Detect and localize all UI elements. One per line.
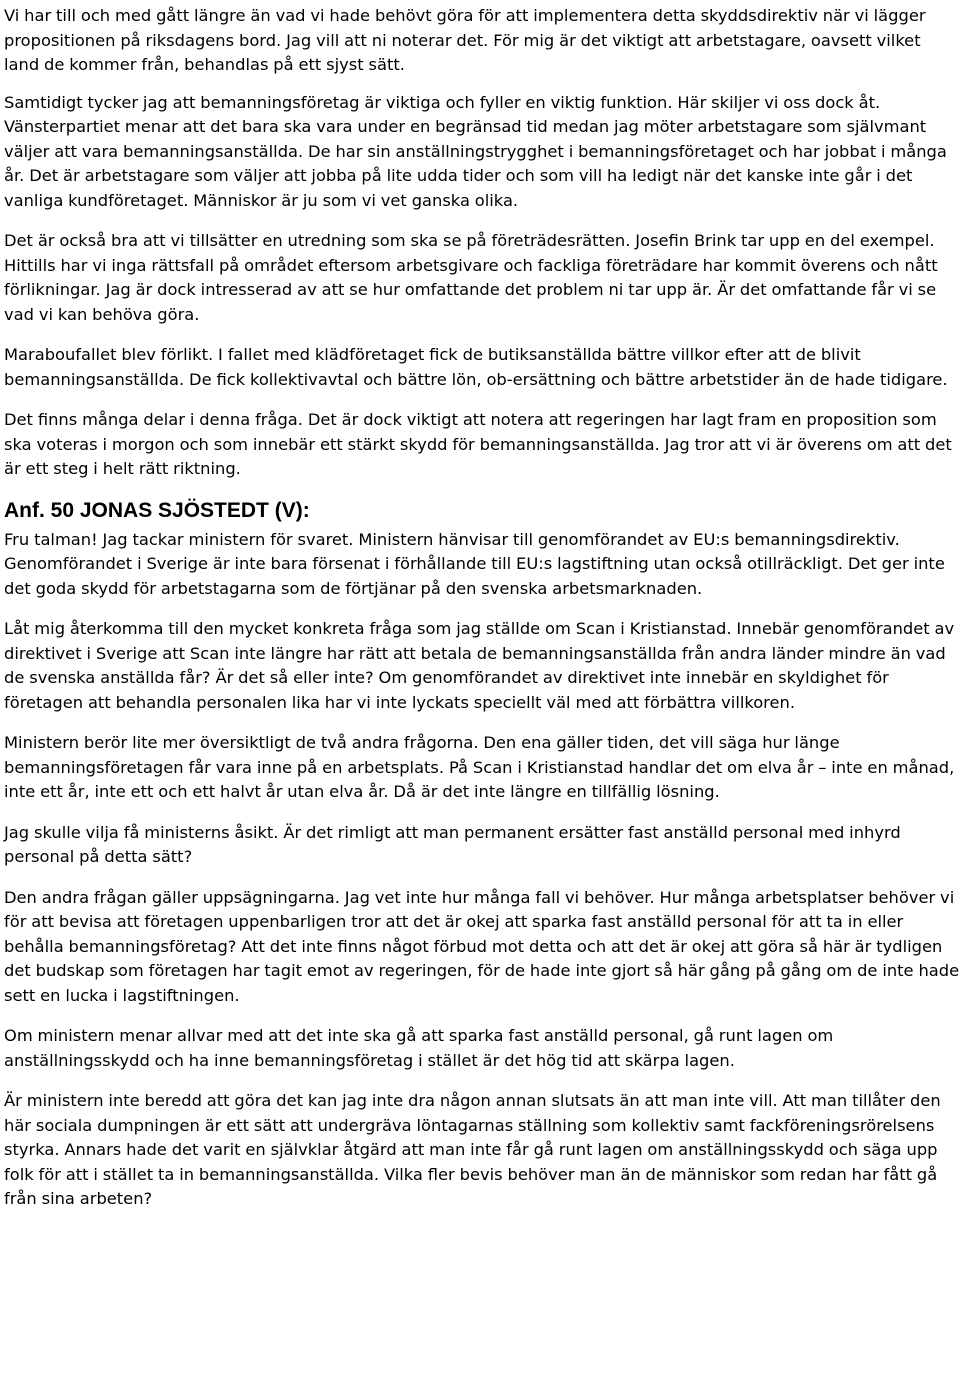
paragraph-inquiry: Det är också bra att vi tillsätter en utredning som ska se på företrädesrätten. Josefin Brink tar upp en del exempel. Hittills har vi inga rättsfall på området eftersom arbetsgivare och fackliga företrädare har kommit överens och nått förlikningar. Jag är dock intresserad av att se hur omfattande det problem ni tar upp är. Är det omfattande får vi se vad vi kan behöva göra. [4, 231, 938, 324]
paragraph-duration: Ministern berör lite mer översiktligt de två andra frågorna. Den ena gäller tiden, det vill säga hur länge bemanningsföretagen får vara inne på en arbetsplats. På Scan i Kristianstad handlar det om elva år – inte en månad, inte ett år, inte ett och ett halvt år utan elva år. Då är det inte längre en tillfällig lösning. [4, 733, 955, 801]
paragraph-proposition: Det finns många delar i denna fråga. Det är dock viktigt att notera att regeringen har lagt fram en proposition som ska voteras i morgon och som innebär ett stärkt skydd för bemanningsanställda. Jag tror att vi är överens om att det är ett steg i helt rätt riktning. [4, 410, 952, 478]
paragraph-marabou-case: Maraboufallet blev förlikt. I fallet med klädföretaget fick de butiksanställda bättre villkor efter att de blivit bemanningsanställda. De fick kollektivavtal och bättre lön, ob-ersättning och bättre arbetstider än de hade tidigare. [4, 345, 948, 389]
paragraph-minister-implementation: Vi har till och med gått längre än vad vi hade behövt göra för att implementera detta skyddsdirektiv när vi lägger propositionen på riksdagens bord. Jag vill att ni noterar det. För mig är det viktigt att arbetstagare, oavsett vilket land de kommer från, behandlas på ett sjyst sätt. [4, 6, 926, 74]
paragraph-scan-question: Låt mig återkomma till den mycket konkreta fråga som jag ställde om Scan i Kristianstad. Innebär genomförandet av direktivet i Sverige att Scan inte längre har rätt att betala de bemanningsanställda från andra länder mindre än vad de svenska anställda får? Är det så eller inte? Om genomförandet av direktivet inte innebär en skyldighet för företagen att behandla personalen lika har vi inte lyckats speciellt väl med att förbättra villkoren. [4, 619, 955, 712]
document-page [4, 4, 960, 1228]
speaker-heading: Anf. 50 JONAS SJÖSTEDT (V): [4, 498, 310, 522]
paragraph-staffing-agencies: Samtidigt tycker jag att bemanningsföretag är viktiga och fyller en viktig funktion. Här skiljer vi oss dock åt. Vänsterpartiet menar att det bara ska vara under en begränsad tid medan jag möter arbetstagare som självmant väljer att vara bemanningsanställda. De har sin anställningstrygghet i bemanningsföretaget och har jobbat i många år. Det är arbetstagare som väljer att jobba på lite udda tider och som vill ha ledigt när det kanske inte går i det vanliga kundföretaget. Människor är ju som vi vet ganska olika. [4, 92, 947, 210]
paragraph-conclusion: Är ministern inte beredd att göra det kan jag inte dra någon annan slutsats än att man inte vill. Att man tillåter den här sociala dumpningen är ett sätt att undergräva löntagarnas ställning som kollektiv samt fackföreningsrörelsens styrka. Annars hade det varit en självklar åtgärd att man inte får gå runt lagen om anställningsskydd och säga upp folk för att i stället ta in bemanningsanställda. Vilka fler bevis behöver man än de människor som redan har fått gå från sina arbeten? [4, 1091, 941, 1208]
paragraph-dismissals: Den andra frågan gäller uppsägningarna. Jag vet inte hur många fall vi behöver. Hur många arbetsplatser behöver vi för att bevisa att företagen uppenbarligen tror att det är okej att sparka fast anställd personal för att ta in eller behålla bemanningsföretag? Att det inte finns något förbud mot detta och att det är okej att göra så här är tydligen det budskap som företagen har tagit emot av regeringen, för de hade inte gjort så här gång på gång om de inte hade sett en lucka i lagstiftningen. [4, 887, 960, 1005]
paragraph-reply-intro: Fru talman! Jag tackar ministern för svaret. Ministern hänvisar till genomförandet av EU:s bemanningsdirektiv. Genomförandet i Sverige är inte bara försenat i förhållande till EU:s lagstiftning utan också otillräckligt. Det ger inte det goda skydd för arbetstagarna som de förtjänar på den svenska arbetsmarknaden. [4, 529, 945, 598]
paragraph-opinion-request: Jag skulle vilja få ministerns åsikt. Är det rimligt att man permanent ersätter fast anställd personal med inhyrd personal på detta sätt? [4, 822, 901, 866]
paragraph-sharpen-law: Om ministern menar allvar med att det inte ska gå att sparka fast anställd personal, gå runt lagen om anställningsskydd och ha inne bemanningsföretag i stället är det hög tid att skärpa lagen. [4, 1026, 834, 1070]
